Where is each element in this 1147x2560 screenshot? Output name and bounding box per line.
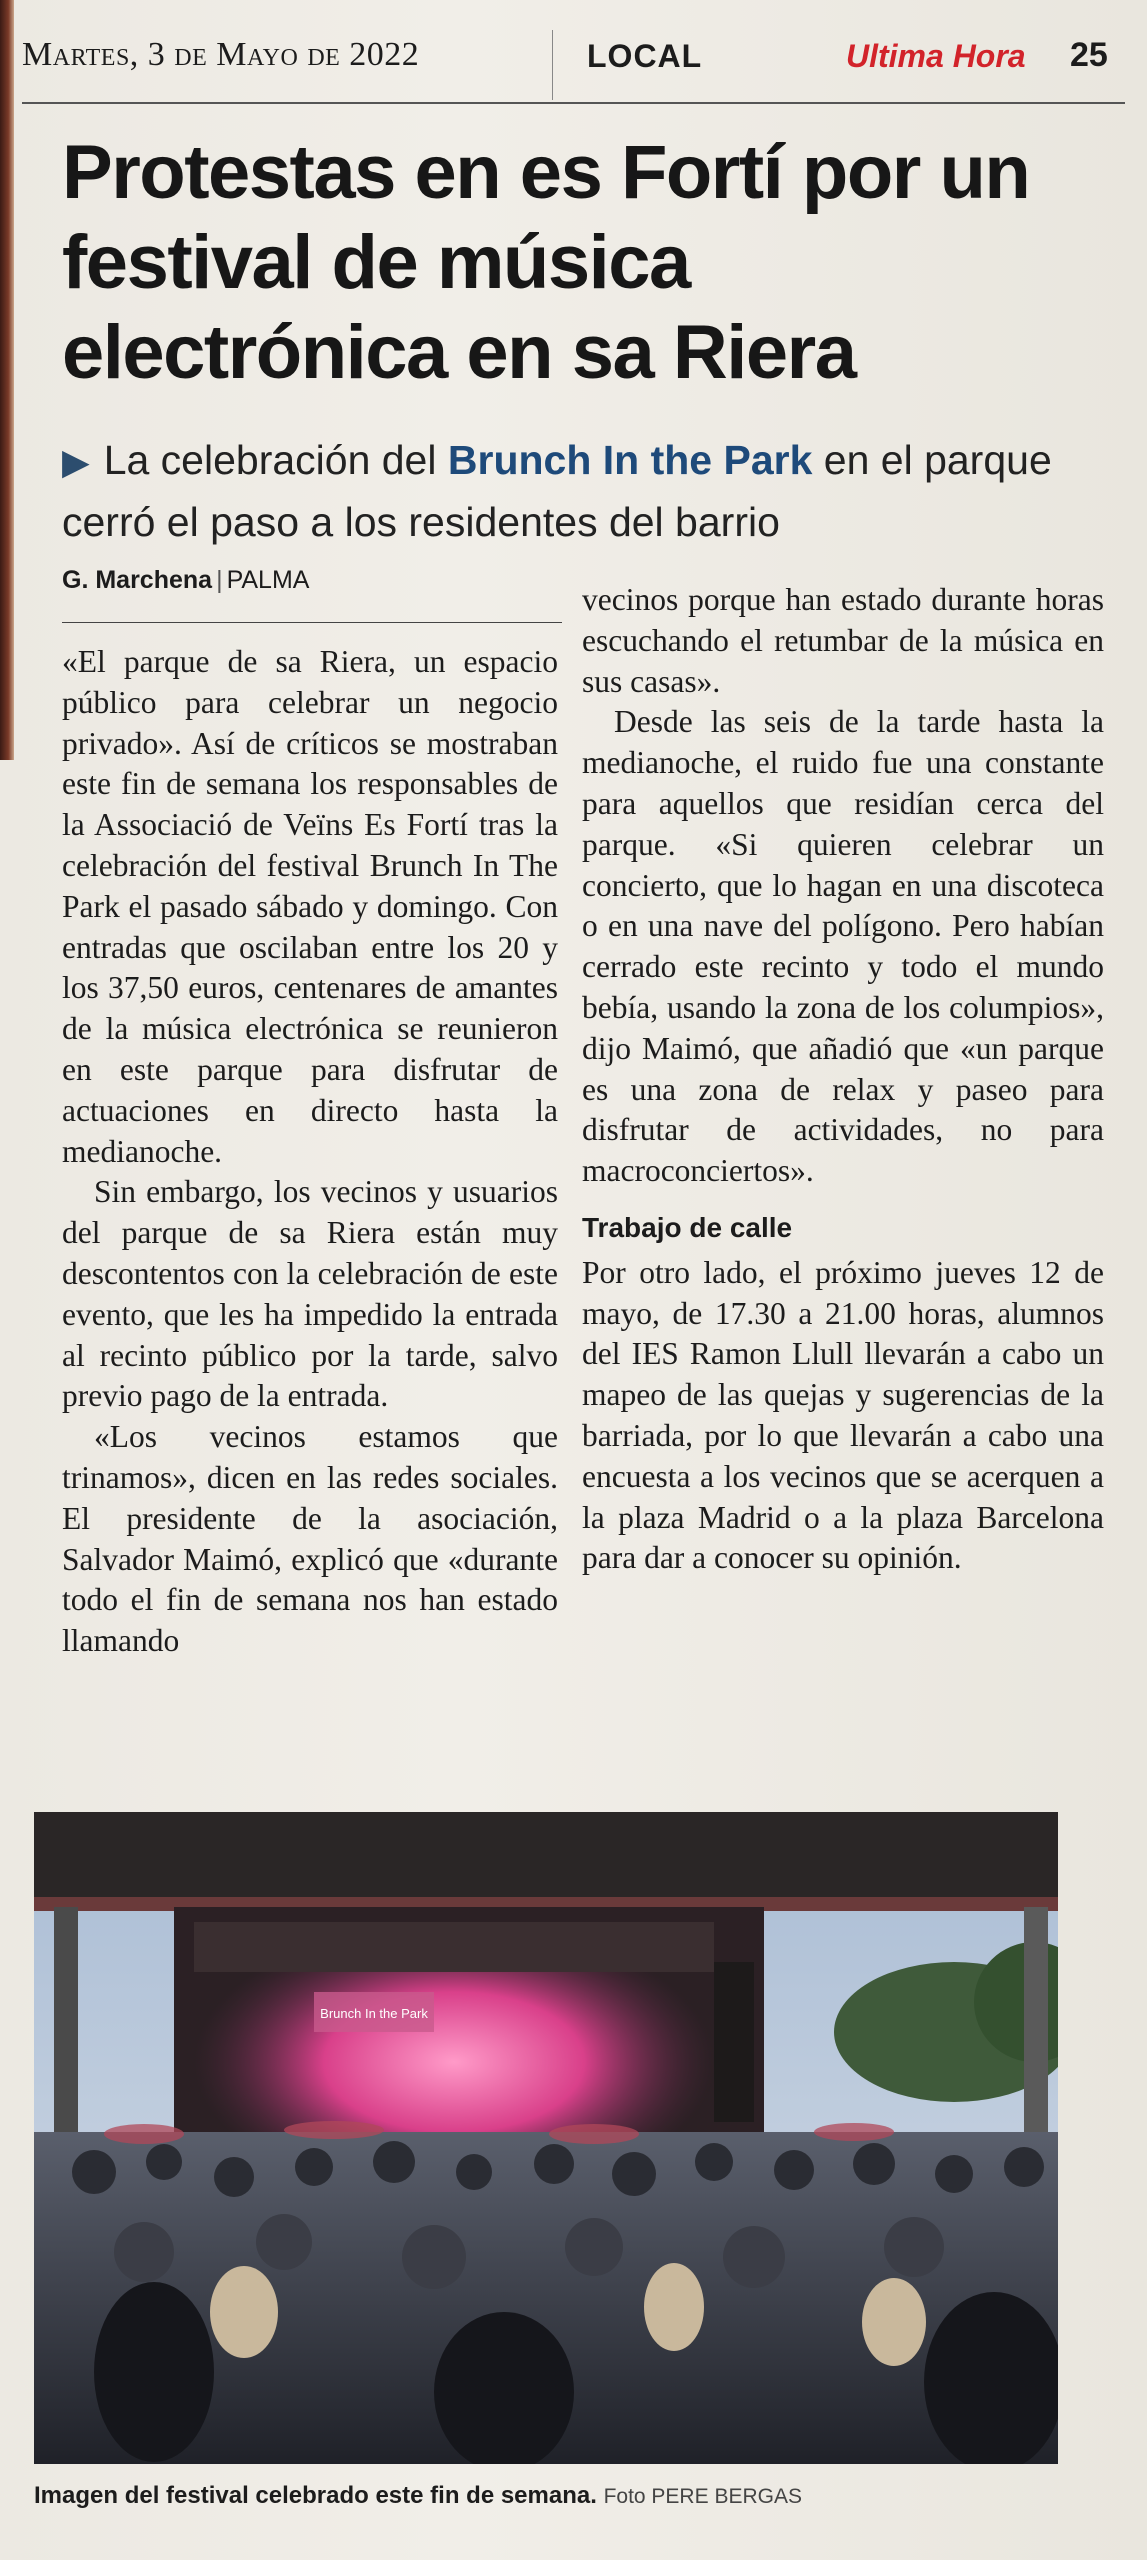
article-subhead (62, 430, 1102, 552)
page-header (22, 30, 1125, 100)
photo-credit: Foto PERE BERGAS (603, 2485, 802, 2508)
paragraph: «Los vecinos estamos que trinamos», dicen en las redes sociales. El presidente de la asociación, Salvador Maimó, explicó que «durante todo el fin de semana nos han estado llamando (62, 1419, 558, 1659)
subhead-text-before: La celebración del (103, 437, 448, 483)
page-edge (0, 0, 14, 760)
header-date: Martes, 3 de Mayo de 2022 (22, 36, 420, 73)
triangle-arrow-icon: ▶ (62, 441, 90, 482)
byline-separator: | (216, 566, 223, 594)
paragraph: Por otro lado, el próximo jueves 12 de mayo, de 17.30 a 21.00 horas, alumnos del IES Ramon Llull llevarán a cabo un mapeo de las quejas y sugerencias de la barriada, por lo que llevarán a cabo una encuesta a los vecinos que se acerquen a la plaza Madrid o a la plaza Barcelona para dar a conocer su opinión. (582, 1254, 1104, 1576)
byline (62, 566, 562, 595)
byline-rule (62, 622, 562, 623)
header-divider (552, 30, 553, 100)
stage-sign: Brunch In the Park (320, 2006, 428, 2021)
paragraph: «El parque de sa Riera, un espacio público para celebrar un negocio privado». Así de críticos se mostraban este fin de semana los responsables de la Associació de Veïns Es Fortí tras la celebración del festival Brunch In The Park el pasado sábado y domingo. Con entradas que oscilaban entre los 20 y los 37,50 euros, centenares de amantes de la música electrónica se reunieron en este parque para disfrutar de actuaciones en directo hasta la medianoche. (62, 644, 558, 1169)
paragraph: Sin embargo, los vecinos y usuarios del parque de sa Riera están muy descontentos con la celebración de este evento, que les ha impedido la entrada al recinto público por la tarde, salvo previo pago de la entrada. (62, 1174, 558, 1414)
page-number: 25 (1070, 36, 1108, 74)
caption-text: Imagen del festival celebrado este fin de semana. (34, 2482, 597, 2509)
photo-caption (34, 2482, 1094, 2510)
header-rule (22, 102, 1125, 104)
byline-location: PALMA (226, 566, 310, 594)
byline-author: G. Marchena (62, 566, 213, 594)
paragraph: Desde las seis de la tarde hasta la medianoche, el ruido fue una constante para aquellos que residían cerca del parque. «Si quieren celebrar un concierto, que lo hagan en una discoteca o en una nave del polígono. Pero habían cerrado este recinto y todo el mundo bebía, usando la zona de los columpios», dijo Maimó, que añadió que «un parque es una zona de relax y paseo para disfrutar de actividades, no para macroconciertos». (582, 704, 1104, 1189)
article-column-1 (62, 642, 558, 1662)
paragraph: vecinos porque han estado durante horas escuchando el retumbar de la música en sus casas». (582, 582, 1104, 699)
newspaper-brand: Ultima Hora (846, 38, 1026, 74)
section-subtitle: Trabajo de calle (582, 1211, 793, 1243)
article-headline: Protestas en es Fortí por un festival de música electrónica en sa Riera (62, 130, 1030, 395)
festival-photo (34, 1812, 1058, 2464)
subhead-text-after: en el parque cerró el paso a los residentes del barrio (62, 437, 1052, 545)
article-column-2 (582, 580, 1104, 1579)
header-section: LOCAL (587, 38, 703, 74)
subhead-highlight: Brunch In the Park (447, 437, 813, 483)
